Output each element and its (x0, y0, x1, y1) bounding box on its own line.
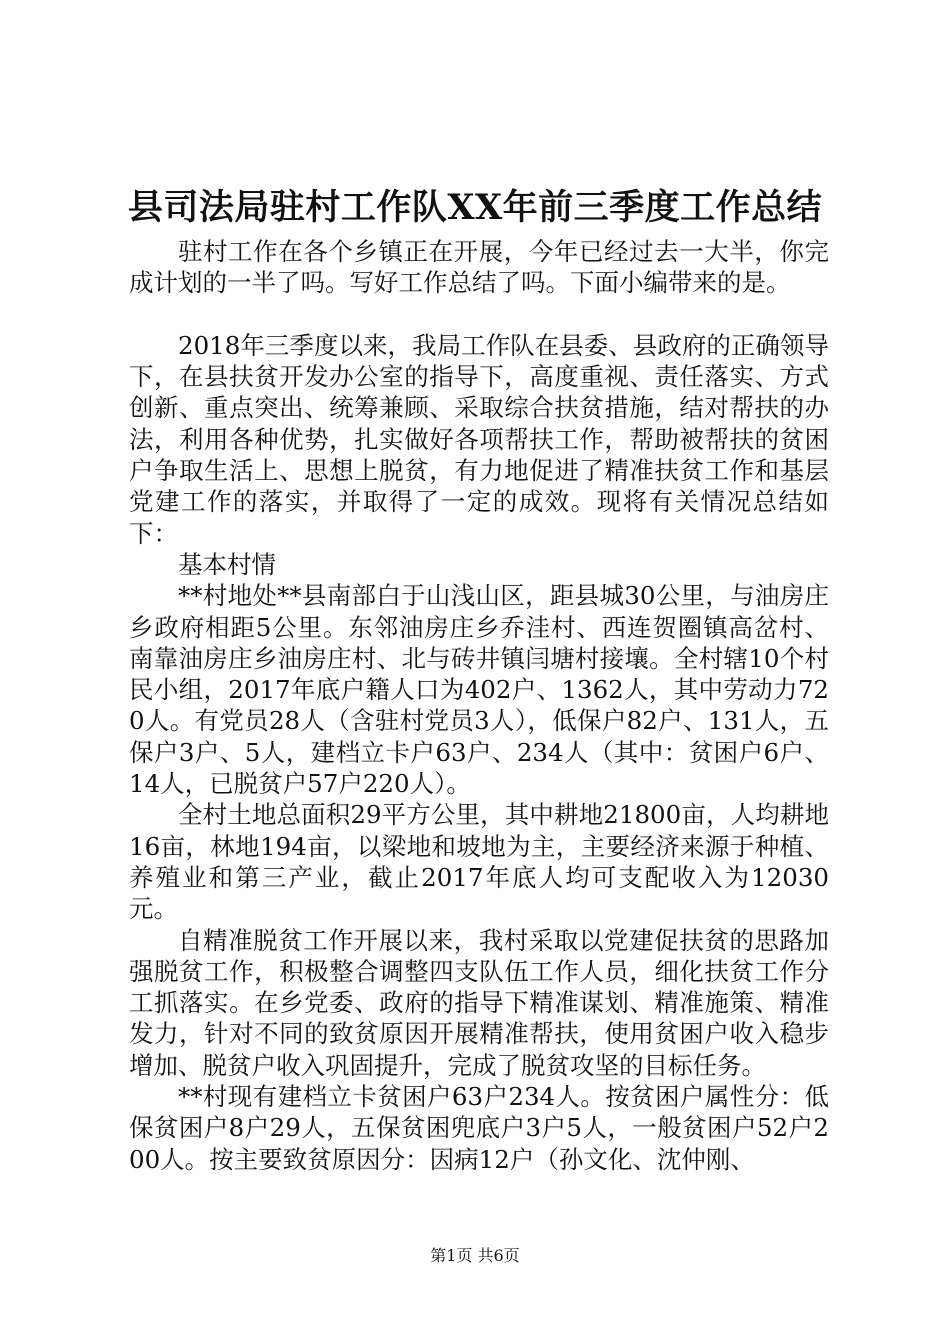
poor-households-paragraph: **村现有建档立卡贫困户63户234人。按贫困户属性分：低保贫困户8户29人，五保贫困兜底户3户5人，一般贫困户52户200人。按主要致贫原因分：因病12户（孙文化、沈仲刚、 (129, 1082, 829, 1174)
document-body (129, 236, 829, 1175)
village-location-paragraph: **村地处**县南部白于山浅山区，距县城30公里，与油房庄乡政府相距5公里。东邻油房庄乡乔洼村、西连贺圈镇高岔村、南靠油房庄乡油房庄村、北与砖井镇闫塘村接壤。全村辖10个村民小组，2017年底户籍人口为402户、1362人，其中劳动力720人。有党员28人（含驻村党员3人），低保户82户、131人，五保户3户、5人，建档立卡户63户、234人（其中：贫困户6户、14人，已脱贫户57户220人）。 (129, 581, 829, 799)
summary-paragraph: 2018年三季度以来，我局工作队在县委、县政府的正确领导下，在县扶贫开发办公室的指导下，高度重视、责任落实、方式创新、重点突出、统筹兼顾、采取综合扶贫措施，结对帮扶的办法，利用各种优势，扎实做好各项帮扶工作，帮助被帮扶的贫困户争取生活上、思想上脱贫，有力地促进了精准扶贫工作和基层党建工作的落实，并取得了一定的成效。现将有关情况总结如下： (129, 330, 829, 548)
land-area-paragraph: 全村土地总面积29平方公里，其中耕地21800亩，人均耕地16亩，林地194亩，以梁地和坡地为主，主要经济来源于种植、养殖业和第三产业，截止2017年底人均可支配收入为12030元。 (129, 800, 829, 924)
page-footer: 第1页 共6页 (430, 1246, 520, 1265)
poverty-work-paragraph: 自精准脱贫工作开展以来，我村采取以党建促扶贫的思路加强脱贫工作，积极整合调整四支队伍工作人员，细化扶贫工作分工抓落实。在乡党委、政府的指导下精准谋划、精准施策、精准发力，针对不同的致贫原因开展精准帮扶，使用贫困户收入稳步增加、脱贫户收入巩固提升，完成了脱贫攻坚的目标任务。 (129, 925, 829, 1080)
intro-paragraph: 驻村工作在各个乡镇正在开展，今年已经过去一大半，你完成计划的一半了吗。写好工作总结了吗。下面小编带来的是。 (129, 237, 829, 298)
section-heading-village-info: 基本村情 (178, 549, 276, 579)
document-title: 县司法局驻村工作队XX年前三季度工作总结 (127, 187, 823, 228)
